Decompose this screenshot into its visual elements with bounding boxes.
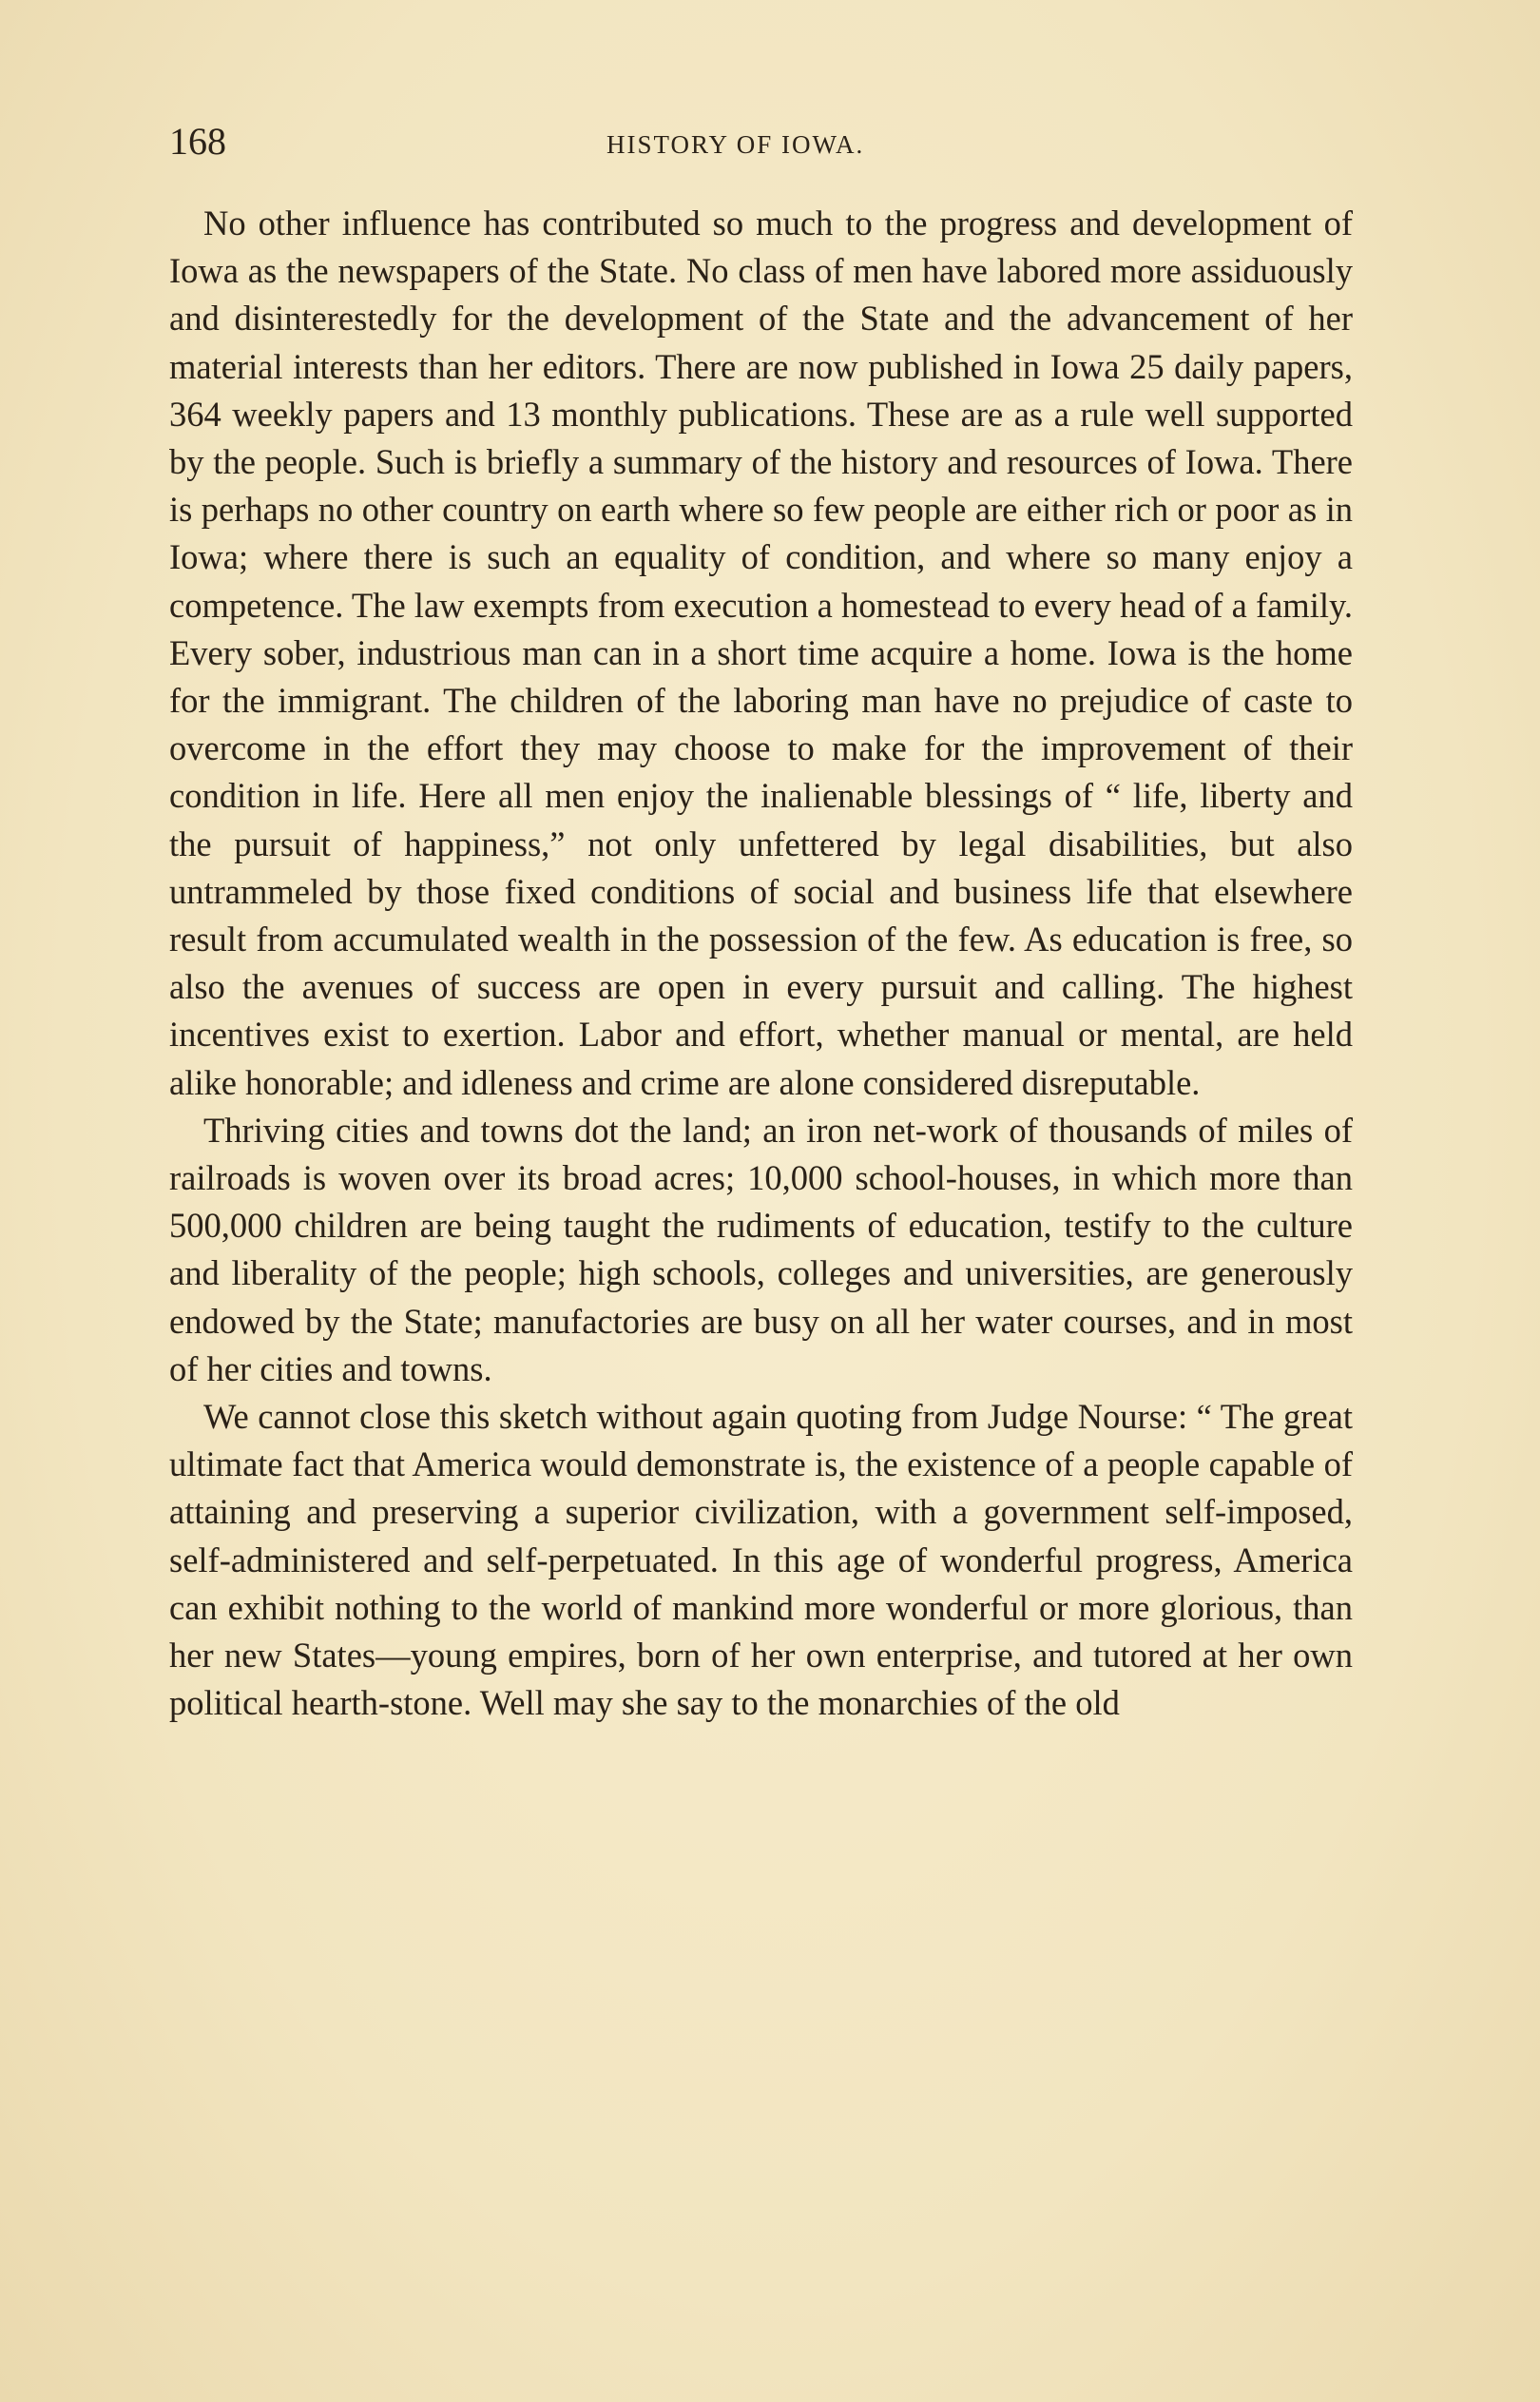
running-title: HISTORY OF IOWA. — [606, 130, 865, 159]
paragraph-newspapers: No other influence has contributed so much to the progress and development of Iowa as the newspapers of the State. No class of men have labored more assiduously and disinterestedly for the development of the State and the advancement of her material interests than her editors. There are now published in Iowa 25 daily papers, 364 weekly papers and 13 monthly publications. These are as a rule well supported by the people. Such is briefly a summary of the history and resources of Iowa. There is perhaps no other country on earth where so few people are either rich or poor as in Iowa; where there is such an equality of condition, and where so many enjoy a competence. The law exempts from execution a homestead to every head of a family. Every sober, industrious man can in a short time acquire a home. Iowa is the home for the immigrant. The children of the laboring man have no prejudice of caste to overcome in the effort they may choose to make for the improvement of their condition in life. Here all men enjoy the inalienable blessings of “ life, liberty and the pursuit of happiness,” not only unfettered by legal disabilities, but also untrammeled by those fixed conditions of social and business life that elsewhere result from accumulated wealth in the possession of the few. As education is free, so also the avenues of success are open in every pursuit and calling. The highest incentives exist to exertion. Labor and effort, whether manual or mental, are held alike honorable; and idleness and crime are alone considered disreputable. — [169, 203, 1353, 1102]
page-number: 168 — [169, 120, 226, 163]
paragraph-thriving-cities: Thriving cities and towns dot the land; an iron net-work of thousands of miles of railroads is woven over its broad acres; 10,000 school-houses, in which more than 500,000 children are being taught the rudiments of education, testify to the culture and liberality of the people; high schools, colleges and universities, are generously endowed by the State; manufactories are busy on all her water courses, and in most of her cities and towns. — [169, 1110, 1353, 1388]
page-header — [169, 118, 1353, 175]
body-text — [169, 200, 1353, 1728]
paragraph-judge-nourse-quote: We cannot close this sketch without again quoting from Judge Nourse: “ The great ultimate fact that America would demonstrate is, the existence of a people capable of attaining and preserving a superior civilization, with a government self-imposed, self-administered and self-perpetuated. In this age of wonderful progress, America can exhibit nothing to the world of mankind more wonderful or more glorious, than her new States—young empires, born of her own enterprise, and tutored at her own political hearth-stone. Well may she say to the monarchies of the old — [169, 1397, 1353, 1723]
